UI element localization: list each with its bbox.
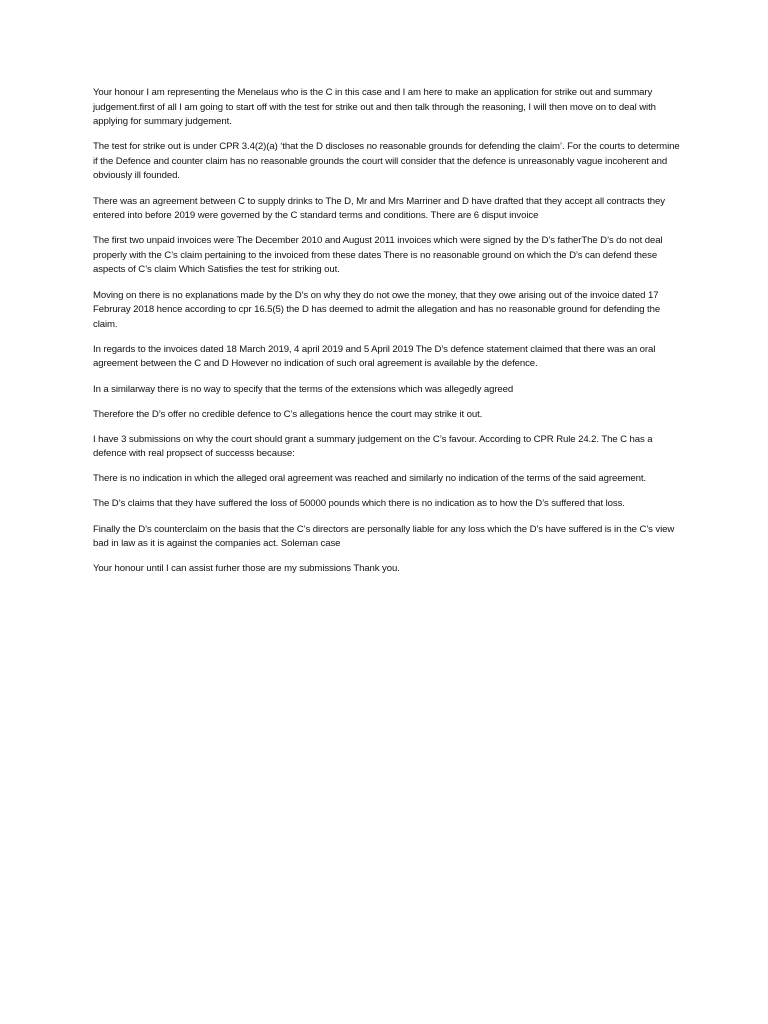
paragraph-13: Your honour until I can assist furher those are my submissions Thank you. — [93, 563, 400, 575]
paragraph-8: Therefore the D’s offer no credible defence to C’s allegations hence the court may strike it out. — [93, 408, 483, 420]
paragraph-3: There was an agreement between C to supply drinks to The D, Mr and Mrs Marriner and D have drafted that they accept all contracts they entered into before 2019 were governed by the C standard terms and conditions. There are 6 disput invoice — [93, 195, 665, 222]
paragraph-11: The D’s claims that they have suffered the loss of 50000 pounds which there is no indication as to how the D’s suffered that loss. — [93, 498, 625, 510]
paragraph-5: Moving on there is no explanations made by the D’s on why they do not owe the money, that they owe arising out of the invoice dated 17 Februray 2018 hence according to cpr 16.5(5) the D has deemed to admit the allegation and has no reasonable ground for defending the claim. — [93, 289, 661, 330]
paragraph-7: In a similarway there is no way to specify that the terms of the extensions which was allegedly agreed — [93, 383, 514, 395]
paragraph-6: In regards to the invoices dated 18 March 2019, 4 april 2019 and 5 April 2019 The D’s defence statement claimed that there was an oral agreement between the C and D However no indication of such oral agreement is available by the defence. — [93, 343, 656, 370]
document-body — [93, 86, 683, 587]
paragraph-10: There is no indication in which the alleged oral agreement was reached and similarly no indication of the terms of the said agreement. — [93, 473, 646, 485]
paragraph-2: The test for strike out is under CPR 3.4(2)(a) ‘that the D discloses no reasonable grounds for defending the claim’. For the courts to determine if the Defence and counter claim has no reasonable grounds the court will consider that the defence is unreasonably vague incoherent and obviously ill founded. — [93, 141, 680, 182]
paragraph-12: Finally the D’s counterclaim on the basis that the C’s directors are personally liable for any loss which the D’s have suffered is in the C’s view bad in law as it is against the companies act. Soleman case — [93, 523, 675, 550]
paragraph-4: The first two unpaid invoices were The December 2010 and August 2011 invoices which were signed by the D’s fatherThe D’s do not deal properly with the C’s claim pertaining to the invoiced from these dates There is no reasonable ground on which the D’s can defend these aspects of C’s claim Which Satisfies the test for striking out. — [93, 235, 663, 276]
paragraph-1: Your honour I am representing the Menelaus who is the C in this case and I am here to make an application for strike out and summary judgement.first of all I am going to start off with the test for strike out and then talk through the reasoning, I will then move on to deal with applying for summary judgement. — [93, 87, 656, 128]
paragraph-9: I have 3 submissions on why the court should grant a summary judgement on the C’s favour. According to CPR Rule 24.2. The C has a defence with real propsect of successs because: — [93, 433, 653, 460]
